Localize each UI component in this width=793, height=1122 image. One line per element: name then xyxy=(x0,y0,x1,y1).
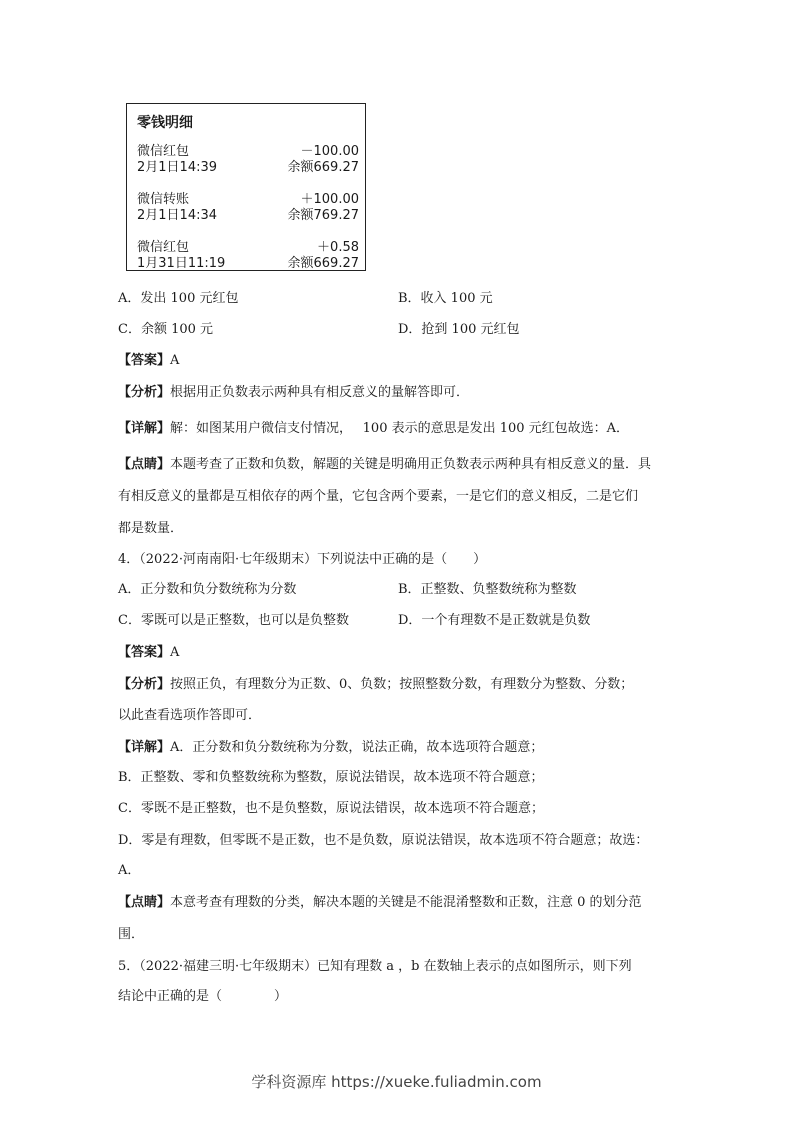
q4-detail-line: B．正整数、零和负整数统称为整数，原说法错误，故本选项不符合题意； xyxy=(118,770,544,785)
entry-name: 微信红包 xyxy=(137,144,190,159)
q3-comment-line xyxy=(118,456,651,474)
q4-comment-line: 围． xyxy=(118,927,145,942)
entry-name: 微信红包 xyxy=(137,240,190,255)
answer-tag: 【答案】 xyxy=(118,353,171,368)
q3-option-c: C．余额 100 元 xyxy=(118,322,214,337)
entry-name: 微信转账 xyxy=(137,192,190,207)
q4-stem: 4．（2022·河南南阳·七年级期末）下列说法中正确的是（ ） xyxy=(118,552,487,567)
q4-analysis-line xyxy=(118,676,633,694)
q3-option-b: B．收入 100 元 xyxy=(398,291,493,306)
entry-amount: ＋100.00 xyxy=(300,192,359,207)
comment-tag: 【点睛】 xyxy=(118,895,171,910)
comment-text: 本题考查了正数和负数，解题的关键是明确用正负数表示两种具有相反意义的量．具 xyxy=(170,457,652,472)
answer-value: A xyxy=(170,353,180,368)
entry-balance: 余额669.27 xyxy=(287,160,359,175)
q4-detail-line: C．零既不是正整数，也不是负整数，原说法错误，故本选项不符合题意； xyxy=(118,801,544,816)
detail-tag: 【详解】 xyxy=(118,740,171,755)
q4-option-a: A．正分数和负分数统称为分数 xyxy=(118,582,297,597)
q3-comment-line: 都是数量． xyxy=(118,521,184,536)
footer-watermark: 学科资源库 https://xueke.fuliadmin.com xyxy=(251,1073,542,1091)
q3-option-a: A．发出 100 元红包 xyxy=(118,291,239,306)
entry-time: 2月1日14:34 xyxy=(137,208,218,223)
q3-detail-line xyxy=(118,420,629,438)
q3-analysis-line xyxy=(118,384,469,402)
wallet-entry xyxy=(137,192,359,224)
detail-tag: 【详解】 xyxy=(118,421,171,436)
q4-option-b: B．正整数、负整数统称为整数 xyxy=(398,582,577,597)
wallet-entry xyxy=(137,240,359,272)
entry-amount: －100.00 xyxy=(300,144,359,159)
q4-detail-line xyxy=(118,739,543,757)
q3-comment-line: 有相反意义的量都是互相依存的两个量，它包含两个要素，一是它们的意义相反，二是它们 xyxy=(118,489,639,504)
q4-option-c: C．零既可以是正整数，也可以是负整数 xyxy=(118,613,349,628)
q5-stem: 结论中正确的是（ ） xyxy=(118,989,288,1004)
analysis-tag: 【分析】 xyxy=(118,677,171,692)
q5-stem: 5．（2022·福建三明·七年级期末）已知有理数 a ，b 在数轴上表示的点如图所示，则下列 xyxy=(118,959,632,974)
entry-amount: ＋0.58 xyxy=(317,240,359,255)
entry-time: 2月1日14:39 xyxy=(137,160,218,175)
q4-detail-line: D．零是有理数，但零既不是正数，也不是负数，原说法错误，故本选项不符合题意；故选： xyxy=(118,833,649,848)
q3-answer-line xyxy=(118,352,179,370)
detail-text: A．正分数和负分数统称为分数，说法正确，故本选项符合题意； xyxy=(170,740,544,755)
answer-value: A xyxy=(170,645,180,660)
entry-balance: 余额769.27 xyxy=(287,208,359,223)
comment-text: 本意考查有理数的分类，解决本题的关键是不能混淆整数和正数，注意 0 的划分范 xyxy=(170,895,642,910)
analysis-tag: 【分析】 xyxy=(118,385,171,400)
answer-tag: 【答案】 xyxy=(118,645,171,660)
entry-time: 1月31日11:19 xyxy=(137,256,226,271)
detail-text: 解：如图某用户微信支付情况， 100 表示的意思是发出 100 元红包故选：A． xyxy=(170,421,630,436)
q3-option-d: D．抢到 100 元红包 xyxy=(398,322,520,337)
wallet-title: 零钱明细 xyxy=(137,115,193,131)
q4-detail-line: A． xyxy=(118,863,141,878)
analysis-text: 根据用正负数表示两种具有相反意义的量解答即可． xyxy=(170,385,470,400)
wallet-detail-figure xyxy=(126,103,366,271)
q4-analysis-line: 以此查看选项作答即可． xyxy=(118,708,262,723)
entry-balance: 余额669.27 xyxy=(287,256,359,271)
wallet-entry xyxy=(137,144,359,176)
q4-option-d: D．一个有理数不是正数就是负数 xyxy=(398,613,591,628)
q4-answer-line xyxy=(118,644,179,662)
q4-comment-line xyxy=(118,894,642,912)
analysis-text: 按照正负，有理数分为正数、0、负数；按照整数分数，有理数分为整数、分数； xyxy=(170,677,634,692)
comment-tag: 【点睛】 xyxy=(118,457,171,472)
